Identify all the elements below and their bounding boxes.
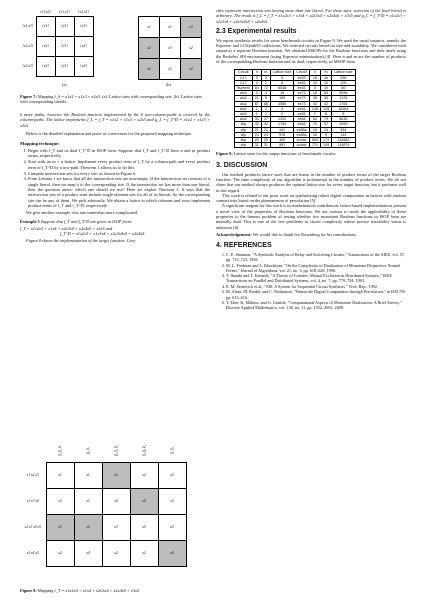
f9-cell: 1 [252,112,261,117]
f9-cell: 16 [309,91,320,96]
example-text: Suppose that f_T and f_T^D are given in ISOP form: [40,218,133,224]
f9-cell: 16 [320,75,331,80]
section-heading: 3. DISCUSSION [216,161,268,169]
f7a-cell: {x2} [36,56,55,76]
f7a-cell: {x2} [74,36,93,56]
f8-col-header [130,440,158,462]
f8-cell: x3 [46,514,74,540]
f9-cell: 256 [332,75,355,80]
f9-cell: 9 [261,96,270,101]
f8-cell: x3 [158,462,186,488]
f7a-col-header: {x1,x2} [40,9,51,14]
f8-cell: x5 [158,540,186,566]
f9-cell: 4 [261,91,270,96]
figure-9-caption [216,151,406,156]
f9-cell: 42 [252,122,261,127]
f9-cell: alu2 [235,91,253,96]
f9-cell: 563 [309,138,320,143]
f7a-cell: {x1} [36,16,55,36]
f7b-cell: x2 [181,38,202,59]
f9-cell: cordic [294,138,309,143]
f9-cell: 24 [252,132,261,137]
f9-cell: ex53 [294,85,309,90]
f9-cell: 31 [261,143,270,148]
f9-column-header: Lattice size [270,70,293,75]
f9-cell: 2 [261,112,270,117]
f8-cell: x1 [46,462,74,488]
f9-cell: 84 [252,85,261,90]
acknowledgement [216,232,406,237]
f7a-col-header: {x2,x3} [78,9,89,14]
f7b-cell: x2 [139,38,160,59]
f9-cell: 2 [261,106,270,111]
f9-cell: 149 [320,143,331,148]
f7b-cell: x1 [160,17,181,38]
f8-cell: x2 [130,540,158,566]
f9-cell: 4 [252,80,261,85]
f9-cell: 771 [309,143,320,148]
example-intro [20,219,210,224]
f7b-cell: x2 [181,59,202,80]
step-item: 2. Start with an m × n lattice. Implement every product term of f_T by a column-path and every product term of f_T^D by a row-path. Theorem 1 allows us to do this. [28,159,210,170]
f9-cell: 16 [270,91,293,96]
f9-cell: 2 [252,106,261,111]
f9-cell: 16 [309,75,320,80]
f9-cell: 4096 [332,91,355,96]
f9-cell: clip [235,138,253,143]
f7a-row-header: {x2,x3} [22,64,34,68]
f7a-cell: {x2} [36,36,55,56]
f8-col-header-literal: x2 [58,448,62,453]
f9-cell: 16384 [332,106,355,111]
step-item: 3. Compute intersection sets for every site, as shown in Figure 6. [28,171,210,176]
section-heading: 2.3 Experimental results [216,27,297,35]
f7a-row-header: {x2,x3} [22,44,34,48]
f7a-label: (a) [62,82,67,87]
f9-cell: 88 [261,101,270,106]
f9-cell: clip [235,122,253,127]
f7b-cell: x2 [139,59,160,80]
f7a-row-header: {x1,x3} [22,24,34,28]
reference-list [216,252,406,310]
f9-cell: 21 [261,127,270,132]
f8-col-header-literal: x3 [170,446,174,451]
f9-cell: alu2 [235,96,253,101]
f9-column-header: n [309,70,320,75]
f8-col-header-literal: x2 [114,444,118,449]
f8-row-header: x2 x3 x4 x5 [24,525,41,529]
paragraph: We report synthesis results for some benchmark circuits in Figure 9. We used the usual suspects, namely the Espresso and LGSynth93 collections. We selected circuits based on size and suitability. We considered each output as a separate Boolean function. We obtained MSOPs for the Boolean functions and their duals using the Berkeley SIS environment (using Espresso minimization) [4]. Here n and m are the number of products of the corresponding Boolean function and its dual, respectively, in MSOP form. [216,37,406,65]
f8-cell: x4 [130,488,158,514]
f8-cell: x1 [74,488,102,514]
f9-cell: 144 [332,132,355,137]
f9-cell: ex73 [294,101,309,106]
f9-cell: 110682 [332,138,355,143]
reference-item: 1. C. E. Shannon, "A Symbolic Analysis of Relay and Switching Circuits," Transactions of the AIEE, vol. 57, pp. 713–723, 1938. [226,252,406,262]
f8-cell: x4 [74,514,102,540]
f8-cell: x2 [46,540,74,566]
f8-cell: x1 [74,462,102,488]
f9-cell: 31 [252,143,261,148]
f9-cell: 6636 [332,117,355,122]
f9-cell: 24 [320,127,331,132]
f7a-cell: {x3} [74,16,93,36]
f8-cell: x2 [102,462,130,488]
f9-cell: 9 [270,75,293,80]
f9-cell: 70 [309,122,320,127]
table-row [235,143,356,148]
f9-cell: 1332 [270,117,293,122]
f9-cell: 42 [261,122,270,127]
f8-cell: x2 [102,540,130,566]
f9-cell: 4 [252,91,261,96]
f8-col-header [46,440,74,462]
paragraph: sites represent intersection sets having more than one literal. For these sites, selection of the final literal is arbitrary. The result is f_L = f_T = x1x2x3 + x1x4 + x2x3x4 + x2x4x5 + x3x5 and g_L = f_T^D = x1x2x3 + x1x3x4 + x2x3x4x5 + x2x4x5. [216,8,406,24]
f9-cell: ex84 [294,112,309,117]
f9-cell: 5 [309,85,320,90]
f9-cell: ex85a [294,132,309,137]
figure-9 [234,69,406,148]
f9-cell: alu2 [235,101,253,106]
f9-cell: 1764 [332,101,355,106]
f9-cell: 384 [332,127,355,132]
f9-cell: 10 [309,80,320,85]
f9-cell: ex53 [294,75,309,80]
equation: f_T = x1x2x3 + x1x4 + x2x3x4 + x2x4x5 + x3x5 and [20,225,113,231]
f8-cell: x4 [102,488,130,514]
caption-text: Mapping f_S = x1x2 + x1x3 + x2x3. (a): Lattice sites with corresponding sets. (b): Lattice sites with corresponding literals. [20,94,202,105]
f9-cell: alu2 [235,106,253,111]
f8-row-header: x1 x3 x4 [26,499,39,503]
f8-cell: x3 [46,488,74,514]
f8-cell: x5 [158,514,186,540]
f9-cell: cordic [294,143,309,148]
figure-7-caption [20,94,210,104]
f8-cell: x3 [158,488,186,514]
f9-cell: ex84 [294,117,309,122]
f9-cell: 21 [252,127,261,132]
f9-cell: 64 [320,91,331,96]
f9-cell: 30 [252,117,261,122]
f8-row-header: x2 x4 x5 [26,551,39,555]
f7b-cell: x3 [181,17,202,38]
paragraph: A significant tangent for this work is its mathematical contribution: lattice-based implementations present a novel view of the properties of Boolean functions. We are curious to study the applicability of these properties to the famous problem of testing whether two monotone Boolean functions in ISOP form are mutually dual. This is one of the few problems in circuit complexity whose precise tractability status is unknown [6]. [216,203,406,230]
f7a-cell: {x3} [55,16,74,36]
equation: f_T^D = x1x2x3 + x1x3x4 + x2x3x4x5 + x2x4x5. [60,231,146,237]
f9-cell: 10 [320,85,331,90]
paragraph: Our method produces lattice sizes that are linear in the number of product terms of the target Boolean function. The time complexity of our algorithm is polynomial in the number of product terms. We do not claim that our method always produces the optimal lattice size for every target function, but it performs well in this regard. [216,171,406,193]
f9-cell: 8 [332,112,355,117]
right-column [216,0,406,311]
f9-cell: 9symml [235,85,253,90]
f9-cell: 16 [309,127,320,132]
f9-cell: 35 [309,96,320,101]
f9-cell: 20 [252,138,261,143]
caption-label: Figure 9: [216,151,233,157]
figure-8-caption [20,588,210,593]
f9-cell: 42 [320,101,331,106]
f8-col-header-literal: x4 [114,452,118,457]
caption-text: Lattice sizes for the output functions of benchmark circuits. [233,151,337,157]
f9-cell: 114879 [332,143,355,148]
mapping-steps [20,148,210,208]
f9-cell: ex84 [294,122,309,127]
f7a-cell: {x2} [74,56,93,76]
f9-cell: 10 [320,80,331,85]
f8-col-header-literal: x2 [142,444,146,449]
reference-item: 3. T. Ibaraki and T. Kameda, "A Theory of Coteries: Mutual Exclusion in Distributed Systems," IEEE Transactions on Parallel and Distributed Systems, vol. 4, no. 7, pp. 779–794, 1993. [226,273,406,283]
f9-cell: clip [235,127,253,132]
f9-cell: 400 [270,138,293,143]
f9-cell: 2 [261,80,270,85]
f9-cell: 16 [309,132,320,137]
f9-column-header: m [261,70,270,75]
f9-column-header: Lattice size [332,70,355,75]
f8-cell: x5 [130,514,158,540]
paragraph: Figure 8 shows the implementation of the target function. Grey [26,238,136,244]
f8-col-header-literal: x1 [86,446,90,451]
f7b-cell: x1 [139,17,160,38]
f9-cell: 57 [320,122,331,127]
f8-cell: x3 [102,514,130,540]
f8-col-header-literal: x3 [114,448,118,453]
f9-cell: ex85a [294,127,309,132]
f9-cell: 8 [320,112,331,117]
ack-label: Acknowledgement: [216,231,252,237]
f9-cell: ex73 [294,96,309,101]
f9-cell: 42 [309,101,320,106]
f8-col-header-literal: x4 [86,450,90,455]
f9-column-header: m [320,70,331,75]
f7a-cell: {x3} [55,36,74,56]
f9-cell: 35 [320,96,331,101]
f9-cell: 3990 [332,122,355,127]
f9-cell: 128 [309,106,320,111]
f8-col-header [158,440,186,462]
f9-cell: 1764 [270,122,293,127]
f9-cell: 4556 [270,101,293,106]
f9-cell: ex84 [294,106,309,111]
example-label: Example 5 [20,218,40,224]
f9-cell: 576 [270,132,293,137]
f9-cell: alu2 [235,112,253,117]
f9-column-header: Circuit [235,70,253,75]
step-item: 1. Begin with f_T and its dual f_T^D in ISOP form. Suppose that f_T and f_T^D have n and m product terms, respectively. [28,148,210,159]
figure-8 [20,440,210,567]
f8-col-header-literal: x1 [58,444,62,449]
f7b-cell: x3 [160,38,181,59]
f9-cell: 100 [332,80,355,85]
f9-cell: 87 [252,101,261,106]
f9-cell: 1225 [332,96,355,101]
f8-cell: x2 [130,462,158,488]
f9-cell: 24 [261,132,270,137]
f9-column-header: Circuit [294,70,309,75]
figure-7b [138,16,202,87]
f9-cell: 441 [270,127,293,132]
f9-cell: 961 [270,143,293,148]
f7a-col-header: {x1,x3} [59,9,70,14]
f7b-cell: x3 [160,59,181,80]
f9-cell: 6048 [270,85,293,90]
f9-column-header: n [252,70,261,75]
caption-label: Figure 7: [20,94,37,99]
f9-cell: 3 [261,75,270,80]
f8-col-header-literal: x3 [58,452,62,457]
f9-cell: 84 [309,117,320,122]
f9-cell: C17 [235,75,253,80]
reference-item: 4. E. M. Sentovich et al., "SIS: A System for Sequential Circuit Synthesis," Tech. Rep., 1992. [226,284,406,289]
f9-cell: 20 [261,138,270,143]
f9-cell: 4 [270,106,293,111]
paragraph: Below is the detailed explanation and proof of correctness for the proposed mapping technique. [26,130,192,136]
caption-text: Mapping f_T = x1x2x3 + x1x4 + x2x3x4 + x2x4x5 + x3x5. [37,588,141,593]
f9-cell: 128 [320,106,331,111]
step-item: 4. From Lemma 1 we know that all the intersection sets are non-empty. If the intersection set consists of a single literal, then we map it to the corresponding site. If the intersection set has more than one literal, then the question arises: which one should we use? Here we exploit Theorem 2. It says that the intersection sets of a product term include single-element sets for all of its literals. So the corresponding site can be any of them. We pick arbitrarily. We obtain a lattice in which columns and rows implement product terms of f_T and f_T^D, respectively. [28,176,210,208]
f8-col-header-literal: x5 [170,450,174,455]
f9-cell: alu2 [235,117,253,122]
section-heading: 4. REFERENCES [216,242,272,250]
figure-7a [20,8,94,87]
ack-text: We would like to thank Ivo Rosenberg for his contributions. [252,231,358,237]
f9-cell: C17 [235,80,253,85]
f9-cell: 8 [270,80,293,85]
paragraph: This work is related to our prior work on synthesizing robust digital computation in lattices with random connectivity based on the phenomenon of percolation [5]. [216,192,406,204]
f9-cell: clip [235,132,253,137]
f7a-cell: {x3} [55,56,74,76]
f8-row-header: x1 x2 x3 [26,473,39,477]
reference-item: 6. T. Eiter, K. Makino, and G. Gottlob, "Computational Aspects of Monotone Dualization: A Brief Survey," Discrete Applied Mathematics, vol. 156, no. 11, pp. 1952–2005, 2008. [226,300,406,310]
f8-col-header-literal: x5 [142,452,146,457]
f9-cell: 79 [320,117,331,122]
f8-col-header [74,440,102,462]
f9-cell: clip [235,143,253,148]
f9-cell: ex73 [294,91,309,96]
f9-cell: ex53 [294,80,309,85]
f8-col-header-literal: x4 [142,448,146,453]
f9-cell: 9 [320,132,331,137]
f9-cell: 189 [270,96,293,101]
reference-item: 2. M. L. Fredman and L. Khachiyan, "On the Complexity of Dualization of Monotone Disjunctive Normal Forms," Journal of Algorithms, vol. 21, no. 3, pp. 618–628, 1996. [226,263,406,273]
f9-cell: 3 [252,75,261,80]
paragraph: We give another example, this one somewhat more complicated. [26,210,139,216]
reference-item: 5. M. Altun, M. Riedel, and C. Neuhauser, "Nanoscale Digital Computation through Percolation," in DAC'09, pp. 615–616. [226,289,406,299]
f9-cell: 37 [261,117,270,122]
f9-cell: 21 [252,96,261,101]
subsection-heading: Mapping technique: [20,141,60,147]
f9-cell: 50 [332,85,355,90]
paragraph: 6 more paths; however the Boolean function implemented by the 6 non-column-paths is covered by the column-paths. The lattice implements f_L = f_T = x1x2 + x1x3 + x2x3 and g_L = f_T^D = x1x2 + x1x3 + x2x3. [20,112,210,128]
f8-col-header [102,440,130,462]
f9-cell: 174 [320,138,331,143]
caption-label: Figure 8: [20,588,37,593]
f9-cell: 72 [261,85,270,90]
f9-cell: 1 [309,112,320,117]
f7b-label: (b) [166,82,171,87]
f9-cell: 2 [270,112,293,117]
f8-cell: x4 [74,540,102,566]
